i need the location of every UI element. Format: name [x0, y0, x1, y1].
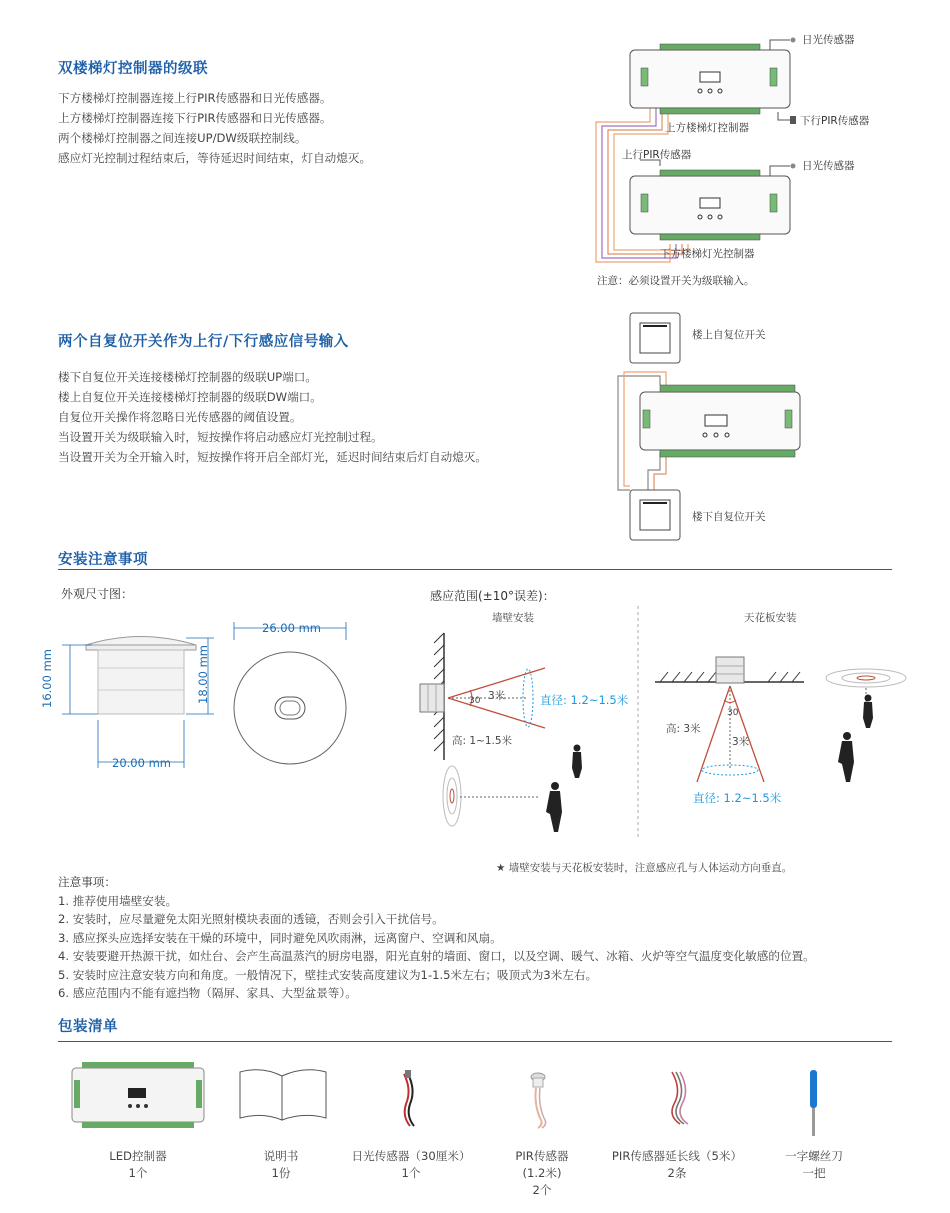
package-item [467, 1148, 617, 1199]
section-switch-title: 两个自复位开关作为上行/下行感应信号输入 [58, 334, 349, 350]
light-sensor-label: 日光传感器 [802, 34, 855, 46]
upper-controller-label: 上方楼梯灯控制器 [665, 122, 749, 134]
section-install-title: 安装注意事项 [58, 552, 148, 568]
pir-sensor-image [531, 1073, 546, 1128]
item-name: PIR传感器 [515, 1149, 569, 1163]
package-item [602, 1148, 752, 1182]
downstairs-switch-label: 楼下自复位开关 [692, 511, 766, 523]
light-sensor-image [404, 1070, 414, 1126]
ceiling-height: 高: 3米 [666, 723, 701, 735]
text-line: 下方楼梯灯控制器连接上行PIR传感器和日光传感器。 [58, 91, 332, 105]
item-name: PIR传感器延长线（5米） [611, 1149, 743, 1163]
item-qty: 1个 [128, 1166, 148, 1180]
dimension-title: 外观尺寸图： [61, 587, 134, 601]
item-qty: 1份 [271, 1166, 291, 1180]
item-name: 一字螺丝刀 [785, 1149, 843, 1163]
light-sensor-label: 日光传感器 [802, 160, 855, 172]
wall-distance: 3米 [488, 690, 506, 702]
package-item [336, 1148, 486, 1182]
text-line: 自复位开关操作将忽略日光传感器的阈值设置。 [58, 410, 302, 424]
text-line: 楼上自复位开关连接楼梯灯控制器的级联DW端口。 [58, 390, 322, 404]
item-qty: 2条 [667, 1166, 687, 1180]
dimension-height-a: 16.00 mm [40, 649, 54, 708]
lower-controller-label: 下方楼梯灯光控制器 [660, 248, 755, 260]
ceiling-angle: 30 [727, 708, 739, 718]
package-item [206, 1148, 356, 1182]
item-qty: 2个 [532, 1183, 552, 1197]
wall-angle: 30 [469, 696, 481, 706]
item-qty: 一把 [802, 1166, 826, 1180]
ceiling-diameter: 直径: 1.2~1.5米 [693, 791, 782, 805]
led-controller-image [72, 1062, 204, 1128]
note-item: 1. 推荐使用墙壁安装。 [58, 893, 178, 908]
section-cascade-title: 双楼梯灯控制器的级联 [58, 61, 208, 77]
dimension-height-b: 18.00 mm [196, 645, 210, 704]
up-pir-label: 上行PIR传感器 [622, 149, 692, 161]
item-qty: 1个 [401, 1166, 421, 1180]
upstairs-switch-label: 楼上自复位开关 [692, 329, 766, 341]
package-item [739, 1148, 889, 1182]
wall-mount-title: 墙壁安装 [492, 612, 534, 624]
manual-image [240, 1070, 326, 1120]
range-title: 感应范围(±10°误差)： [430, 589, 555, 603]
cascade-note: 注意：必须设置开关为级联输入。 [597, 275, 755, 287]
down-pir-label: 下行PIR传感器 [800, 115, 870, 127]
note-item: 6. 感应范围内不能有遮挡物（隔屏、家具、大型盆景等）。 [58, 986, 357, 1000]
note-item: 5. 安装时应注意安装方向和角度。一般情况下，壁挂式安装高度建议为1-1.5米左右；吸顶式为3米左右。 [58, 967, 598, 982]
install-star-note: ★ 墙壁安装与天花板安装时，注意感应孔与人体运动方向垂直。 [496, 862, 793, 874]
note-item: 2. 安装时，应尽量避免太阳光照射模块表面的透镜，否则会引入干扰信号。 [58, 912, 444, 926]
ceiling-mount-title: 天花板安装 [744, 612, 797, 624]
text-line: 上方楼梯灯控制器连接下行PIR传感器和日光传感器。 [58, 111, 332, 125]
wall-diameter: 直径: 1.2~1.5米 [540, 693, 629, 707]
dimension-width: 20.00 mm [112, 756, 171, 770]
item-sub: (1.2米) [522, 1166, 562, 1180]
wall-height: 高: 1~1.5米 [452, 735, 513, 747]
item-name: 说明书 [263, 1149, 299, 1163]
package-item [63, 1148, 213, 1182]
item-name: LED控制器 [109, 1149, 167, 1163]
text-line: 当设置开关为级联输入时，短按操作将启动感应灯光控制过程。 [58, 430, 383, 444]
dimension-diameter: 26.00 mm [262, 621, 321, 635]
section-package-title: 包装清单 [58, 1019, 118, 1035]
text-line: 楼下自复位开关连接楼梯灯控制器的级联UP端口。 [58, 370, 317, 384]
note-item: 3. 感应探头应选择安装在干燥的环境中，同时避免风吹雨淋，远离窗户、空调和风扇。 [58, 930, 502, 945]
note-item: 4. 安装要避开热源干扰，如灶台、会产生高温蒸汽的厨房电器，阳光直射的墙面、窗口，以及空调、暖气、冰箱、火炉等空气温度变化敏感的位置。 [58, 949, 815, 963]
pir-extension-image [672, 1072, 688, 1124]
item-name: 日光传感器（30厘米） [351, 1149, 471, 1163]
text-line: 当设置开关为全开输入时，短按操作将开启全部灯光，延迟时间结束后灯自动熄灭。 [58, 450, 487, 464]
text-line: 两个楼梯灯控制器之间连接UP/DW级联控制线。 [58, 131, 307, 145]
notes-title: 注意事项： [58, 875, 116, 889]
ceiling-distance: 3米 [732, 736, 750, 748]
text-line: 感应灯光控制过程结束后，等待延迟时间结束，灯自动熄灭。 [58, 151, 372, 165]
screwdriver-image [810, 1070, 817, 1136]
